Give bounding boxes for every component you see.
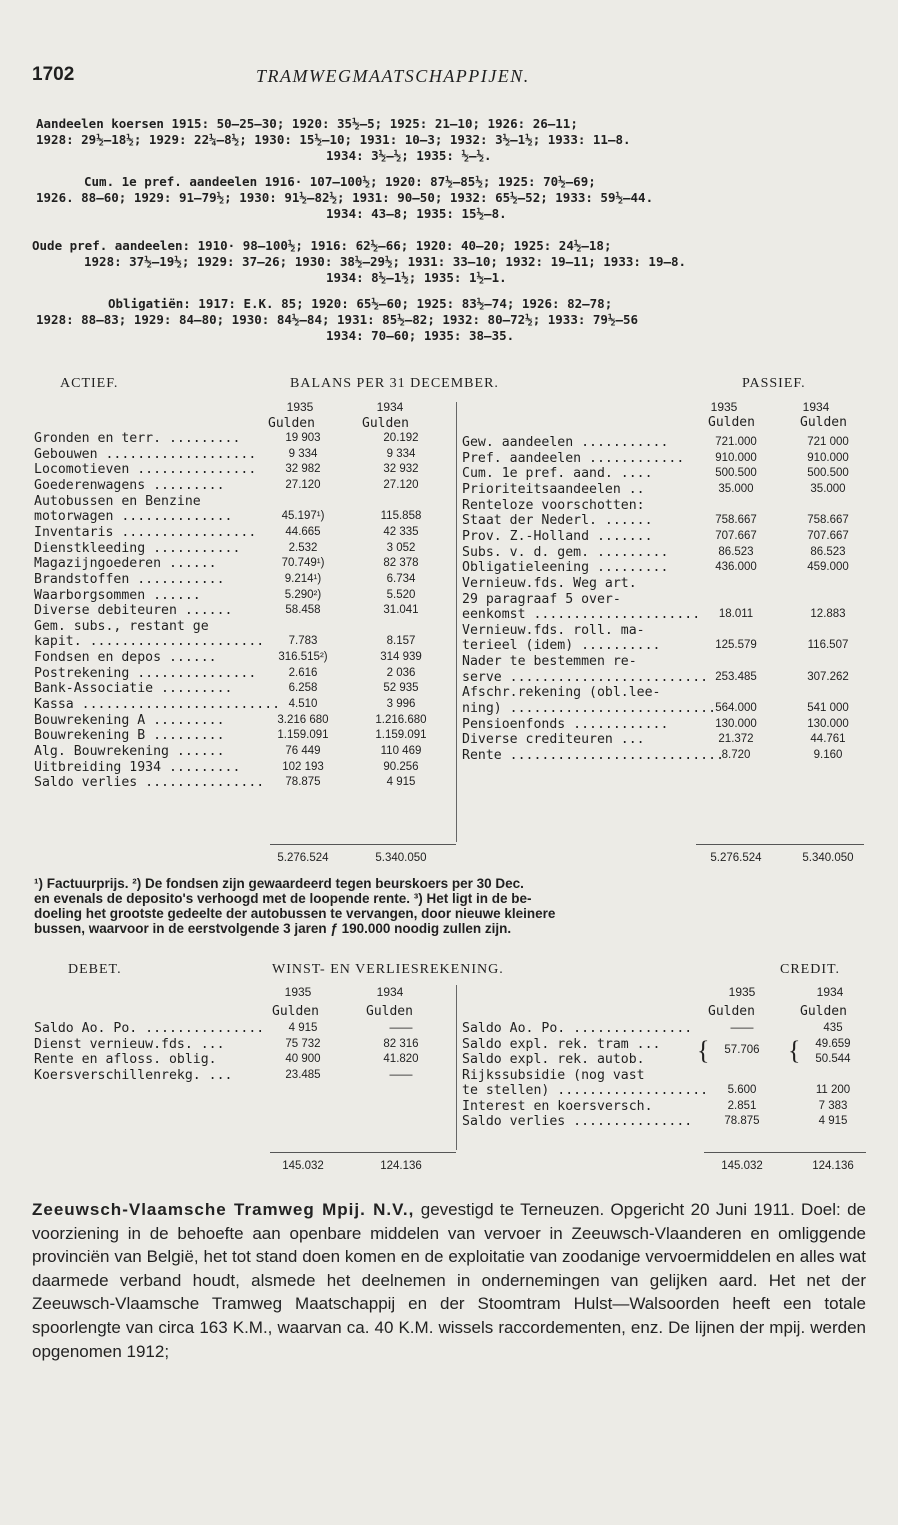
balance-title: BALANS PER 31 DECEMBER. bbox=[290, 376, 499, 391]
passief-1935: 8.720 bbox=[721, 749, 751, 761]
actief-1934: 1.159.091 bbox=[375, 729, 427, 742]
actief-1935: 44.665 bbox=[285, 525, 321, 538]
debet-total-1935: 145.032 bbox=[282, 1160, 324, 1172]
actief-1935: 5.290²) bbox=[284, 588, 322, 601]
year-heading: 1934 bbox=[376, 985, 404, 999]
quote-line: 1934: 43—8; 1935: 15½—8. bbox=[326, 206, 507, 221]
passief-1935: 910.000 bbox=[715, 451, 757, 464]
actief-label: Waarborgsommen ...... bbox=[34, 587, 201, 603]
actief-1934: 90.256 bbox=[383, 760, 419, 773]
actief-1935: 4.510 bbox=[288, 698, 318, 711]
winst-title: WINST- EN VERLIESREKENING. bbox=[272, 962, 504, 977]
quote-line: 1928: 29½—18½; 1929: 22¼—8½; 1930: 15½—10; 1931: 10—3; 1932: 3½—1½; 1933: 11—8. bbox=[36, 132, 631, 147]
actief-1934: 6.734 bbox=[386, 572, 416, 585]
passief-1934: 86.523 bbox=[810, 545, 846, 558]
credit-1935: 2.851 bbox=[727, 1099, 757, 1112]
passief-label: Prioriteitsaandeelen .. bbox=[462, 481, 645, 497]
credit-total-1935: 145.032 bbox=[721, 1160, 763, 1172]
passief-heading: PASSIEF. bbox=[742, 376, 806, 391]
credit-label: Saldo expl. rek. autob. bbox=[462, 1052, 645, 1067]
actief-1934: 27.120 bbox=[383, 478, 419, 491]
actief-heading: ACTIEF. bbox=[60, 376, 119, 391]
passief-1935: 21.372 bbox=[718, 733, 754, 746]
actief-1935: 58.458 bbox=[285, 604, 321, 617]
actief-1934: 3 996 bbox=[386, 698, 416, 711]
year-heading: 1934 bbox=[816, 985, 844, 999]
credit-total-1934: 124.136 bbox=[812, 1160, 854, 1172]
actief-1935: 45.197¹) bbox=[281, 510, 325, 523]
passief-1935: 564.000 bbox=[715, 702, 757, 715]
year-heading: 1935 bbox=[284, 985, 312, 999]
actief-label: Brandstoffen ........... bbox=[34, 571, 225, 587]
passief-1935: 758.667 bbox=[715, 514, 757, 527]
passief-1935: 500.500 bbox=[715, 467, 757, 480]
quote-line: Obligatiën: 1917: E.K. 85; 1920: 65½—60; 1925: 83½—74; 1926: 82—78; bbox=[108, 296, 613, 311]
credit-1935: 78.875 bbox=[724, 1115, 760, 1127]
actief-1935: 76 449 bbox=[285, 745, 321, 757]
actief-total-1934: 5.340.050 bbox=[375, 852, 427, 864]
credit-1934: 50.544 bbox=[815, 1053, 851, 1065]
debet-1935: 4 915 bbox=[288, 1022, 318, 1034]
debet-1935: 23.485 bbox=[285, 1068, 321, 1081]
actief-1934: 20.192 bbox=[383, 432, 419, 444]
debet-1934: —— bbox=[389, 1022, 413, 1034]
debet-1934: 41.820 bbox=[383, 1053, 419, 1065]
actief-1935: 32 982 bbox=[285, 463, 321, 476]
passief-1935: 436.000 bbox=[715, 561, 757, 574]
year-heading: 1934 bbox=[802, 400, 830, 414]
footnote-line: doeling het grootste gedeelte der autobussen te vervangen, door nieuwe kleinere bbox=[34, 906, 556, 921]
actief-label: Goederenwagens ......... bbox=[34, 477, 225, 493]
debet-1935: 75 732 bbox=[285, 1037, 321, 1050]
actief-1934: 110 469 bbox=[380, 745, 422, 757]
year-heading: 1935 bbox=[728, 985, 756, 999]
quote-line: 1934: 3½—½; 1935: ½—½. bbox=[326, 148, 492, 163]
passief-1935: 721.000 bbox=[715, 436, 757, 448]
debet-heading: DEBET. bbox=[68, 962, 122, 977]
passief-label: Vernieuw.fds. Weg art. bbox=[462, 575, 637, 591]
passief-1935: 253.485 bbox=[715, 670, 757, 683]
passief-1935: 130.000 bbox=[715, 717, 757, 730]
passief-1934: 459.000 bbox=[807, 561, 849, 574]
actief-label: kapit. ...................... bbox=[34, 634, 265, 650]
actief-1935: 2.532 bbox=[288, 541, 318, 554]
balance-divider bbox=[456, 402, 457, 842]
year-heading: 1934 bbox=[376, 400, 404, 414]
actief-label: Saldo verlies ............... bbox=[34, 775, 265, 791]
credit-heading: CREDIT. bbox=[780, 962, 841, 977]
quote-line: Oude pref. aandeelen: 1910· 98—100½; 1916: 62½—66; 1920: 40—20; 1925: 24½—18; bbox=[32, 238, 612, 253]
actief-label: Magazijngoederen ...... bbox=[34, 556, 217, 572]
passief-label: Afschr.rekening (obl.lee- bbox=[462, 685, 661, 701]
actief-1935: 102 193 bbox=[282, 760, 324, 773]
actief-1934: 115.858 bbox=[380, 510, 422, 523]
passief-label: Subs. v. d. gem. ......... bbox=[462, 544, 669, 560]
actief-label: motorwagen .............. bbox=[34, 509, 233, 525]
unit-heading: Gulden bbox=[366, 1004, 413, 1019]
credit-label: Rijkssubsidie (nog vast bbox=[462, 1067, 645, 1083]
passief-1935: 35.000 bbox=[718, 482, 754, 495]
actief-1935: 2.616 bbox=[288, 666, 318, 679]
actief-label: Fondsen en depos ...... bbox=[34, 650, 217, 666]
unit-heading: Gulden bbox=[362, 416, 409, 431]
actief-1934: 5.520 bbox=[386, 588, 416, 601]
actief-label: Diverse debiteuren ...... bbox=[34, 603, 233, 619]
actief-1935: 78.875 bbox=[285, 776, 321, 789]
debet-label: Rente en afloss. oblig. bbox=[34, 1052, 217, 1067]
actief-1934: 2 036 bbox=[386, 666, 416, 679]
footnote-line: en evenals de deposito's verhoogd met de loopende rente. ³) Het ligt in de be- bbox=[34, 891, 532, 906]
quote-line: 1926. 88—60; 1929: 91—79½; 1930: 91½—82½; 1931: 90—50; 1932: 65½—52; 1933: 59½—44. bbox=[36, 190, 654, 205]
passief-label: terieel (idem) .......... bbox=[462, 638, 661, 654]
passief-1934: 9.160 bbox=[813, 749, 843, 761]
credit-label: Saldo Ao. Po. ............... bbox=[462, 1021, 693, 1036]
actief-1934: 32 932 bbox=[383, 463, 419, 476]
unit-heading: Gulden bbox=[708, 415, 755, 430]
page-number: 1702 bbox=[32, 64, 75, 85]
unit-heading: Gulden bbox=[268, 416, 315, 431]
actief-1935: 3.216 680 bbox=[277, 713, 329, 726]
footnote-line: ¹) Factuurprijs. ²) De fondsen zijn gewaardeerd tegen beurskoers per 30 Dec. bbox=[34, 876, 524, 891]
passief-label: Pref. aandeelen ............ bbox=[462, 450, 685, 466]
passief-1935: 707.667 bbox=[715, 529, 757, 542]
quote-line: Cum. 1e pref. aandeelen 1916· 107—100½; 1920: 87½—85½; 1925: 70½—69; bbox=[84, 174, 596, 189]
unit-heading: Gulden bbox=[800, 415, 847, 430]
actief-1934: 3 052 bbox=[386, 541, 416, 554]
passief-1934: 500.500 bbox=[807, 467, 849, 480]
credit-1934: 11 200 bbox=[815, 1084, 851, 1096]
passief-1934: 307.262 bbox=[807, 670, 849, 683]
brace-icon: { bbox=[788, 1036, 801, 1065]
passief-1934: 116.507 bbox=[807, 639, 849, 652]
credit-1935: —— bbox=[730, 1022, 754, 1034]
winst-divider bbox=[456, 985, 457, 1150]
passief-1935: 18.011 bbox=[718, 608, 754, 621]
credit-label: Saldo expl. rek. tram ... bbox=[462, 1036, 661, 1052]
company-text: gevestigd te Terneuzen. Opgericht 20 Juni 1911. Doel: de voorziening in de behoefte aan openbare middelen van vervoer in Zeeuwsch-Vlaanderen en omliggende provinciën van België, het tot stand doen komen en de exploitatie van zoodanige vervoermiddelen en alles wat daarmede verband houdt, alsmede het deelnemen in ondernemingen van gelijken aard. Het net der Zeeuwsch-Vlaamsche Tramweg Maatschappij en der Stoomtram Hulst—Walsoorden heeft een totale spoorlengte van circa 163 K.M., waarvan ca. 40 K.M. wissels raccordementen, enz. De lijnen der mpij. werden opgenomen 1912; bbox=[32, 1200, 866, 1361]
actief-1934: 31.041 bbox=[383, 604, 419, 617]
credit-label: Interest en koersversch. bbox=[462, 1098, 653, 1114]
debet-1934: 82 316 bbox=[383, 1037, 419, 1050]
credit-total-rule bbox=[704, 1152, 866, 1153]
actief-1934: 52 935 bbox=[383, 682, 419, 695]
actief-1934: 42 335 bbox=[383, 525, 419, 538]
running-title: TRAMWEGMAATSCHAPPIJEN. bbox=[256, 66, 530, 86]
quote-line: 1928: 37½—19½; 1929: 37—26; 1930: 38½—29½; 1931: 33—10; 1932: 19—11; 1933: 19—8. bbox=[84, 254, 687, 269]
actief-label: Uitbreiding 1934 ......... bbox=[34, 759, 241, 775]
passief-label: Gew. aandeelen ........... bbox=[462, 435, 669, 450]
credit-1934: 49.659 bbox=[815, 1037, 851, 1050]
credit-1935: 57.706 bbox=[724, 1044, 760, 1056]
credit-label: te stellen) ................... bbox=[462, 1083, 709, 1098]
passief-total-1935: 5.276.524 bbox=[710, 852, 762, 864]
actief-1935: 1.159.091 bbox=[277, 729, 329, 742]
actief-label: Inventaris ................. bbox=[34, 524, 257, 540]
actief-1935: 9 334 bbox=[288, 447, 318, 460]
actief-label: Gebouwen ................... bbox=[34, 446, 257, 462]
passief-1934: 721 000 bbox=[807, 436, 849, 448]
unit-heading: Gulden bbox=[272, 1004, 319, 1019]
actief-total-1935: 5.276.524 bbox=[277, 852, 329, 864]
unit-heading: Gulden bbox=[800, 1004, 847, 1019]
year-heading: 1935 bbox=[710, 400, 738, 414]
actief-label: Gronden en terr. ......... bbox=[34, 431, 241, 446]
actief-1935: 316.515²) bbox=[278, 651, 328, 664]
actief-label: Bank-Associatie ......... bbox=[34, 681, 233, 697]
credit-1934: 4 915 bbox=[818, 1115, 848, 1127]
passief-label: Cum. 1e pref. aand. .... bbox=[462, 466, 653, 482]
actief-label: Kassa ......................... bbox=[34, 697, 281, 713]
debet-1935: 40 900 bbox=[285, 1053, 321, 1065]
credit-1934: 7 383 bbox=[818, 1099, 848, 1112]
passief-1934: 130.000 bbox=[807, 717, 849, 730]
actief-label: Postrekening ............... bbox=[34, 665, 257, 681]
passief-label: Diverse crediteuren ... bbox=[462, 732, 645, 748]
passief-1934: 910.000 bbox=[807, 451, 849, 464]
passief-label: Obligatieleening ......... bbox=[462, 560, 669, 576]
actief-label: Alg. Bouwrekening ...... bbox=[34, 744, 225, 759]
passief-label: Staat der Nederl. ...... bbox=[462, 513, 653, 529]
actief-label: Bouwrekening A ......... bbox=[34, 712, 225, 728]
debet-total-rule bbox=[270, 1152, 456, 1153]
credit-label: Saldo verlies ............... bbox=[462, 1114, 693, 1129]
quote-line: 1934: 70—60; 1935: 38—35. bbox=[326, 328, 515, 343]
debet-label: Koersverschillenrekg. ... bbox=[34, 1067, 233, 1083]
passief-1934: 758.667 bbox=[807, 514, 849, 527]
passief-label: Prov. Z.-Holland ....... bbox=[462, 528, 653, 544]
actief-label: Bouwrekening B ......... bbox=[34, 728, 225, 744]
passief-label: Nader te bestemmen re- bbox=[462, 654, 637, 670]
passief-label: eenkomst ..................... bbox=[462, 607, 701, 623]
passief-label: ning) .......................... bbox=[462, 701, 717, 717]
actief-label: Locomotieven ............... bbox=[34, 462, 257, 478]
passief-1934: 44.761 bbox=[810, 733, 846, 746]
quote-line: 1928: 88—83; 1929: 84—80; 1930: 84½—84; 1931: 85½—82; 1932: 80—72½; 1933: 79½—56 bbox=[36, 312, 639, 327]
actief-1934: 1.216.680 bbox=[375, 713, 427, 726]
passief-1934: 35.000 bbox=[810, 482, 846, 495]
actief-1935: 7.783 bbox=[288, 635, 318, 648]
footnote-line: bussen, waarvoor in de eerstvolgende 3 jaren ƒ 190.000 noodig zullen zijn. bbox=[34, 921, 512, 936]
debet-total-1934: 124.136 bbox=[380, 1160, 422, 1172]
passief-label: Pensioenfonds ............ bbox=[462, 716, 669, 732]
quote-line: 1934: 8½—1½; 1935: 1½—1. bbox=[326, 270, 507, 285]
actief-1935: 6.258 bbox=[288, 682, 318, 695]
passief-total-1934: 5.340.050 bbox=[802, 852, 854, 864]
passief-1934: 12.883 bbox=[810, 608, 846, 621]
company-name: Zeeuwsch-Vlaamsche Tramweg Mpij. N.V., bbox=[32, 1200, 415, 1219]
debet-label: Saldo Ao. Po. ............... bbox=[34, 1021, 265, 1036]
actief-1935: 9.214¹) bbox=[284, 572, 322, 585]
passief-1934: 707.667 bbox=[807, 529, 849, 542]
year-heading: 1935 bbox=[286, 400, 314, 414]
actief-label: Gem. subs., restant ge bbox=[34, 618, 209, 634]
passief-1935: 86.523 bbox=[718, 545, 754, 558]
actief-1935: 27.120 bbox=[285, 478, 321, 491]
credit-1935: 5.600 bbox=[727, 1084, 757, 1096]
passief-label: Rente ........................... bbox=[462, 748, 725, 763]
actief-1934: 314 939 bbox=[380, 651, 422, 664]
actief-1935: 19 903 bbox=[285, 432, 321, 444]
actief-1934: 4 915 bbox=[386, 776, 416, 789]
brace-icon: { bbox=[697, 1036, 710, 1065]
passief-label: Renteloze voorschotten: bbox=[462, 497, 645, 513]
actief-label: Autobussen en Benzine bbox=[34, 493, 201, 509]
unit-heading: Gulden bbox=[708, 1004, 755, 1019]
passief-label: serve ......................... bbox=[462, 669, 709, 685]
quote-line: Aandeelen koersen 1915: 50—25—30; 1920: 35½—5; 1925: 21—10; 1926: 26—11; bbox=[36, 116, 578, 131]
debet-1934: —— bbox=[389, 1068, 413, 1081]
passief-label: 29 paragraaf 5 over- bbox=[462, 591, 621, 607]
actief-total-rule bbox=[270, 844, 456, 845]
actief-1934: 82 378 bbox=[383, 557, 419, 570]
credit-1934: 435 bbox=[823, 1022, 843, 1034]
passief-total-rule bbox=[696, 844, 864, 845]
actief-label: Dienstkleeding ........... bbox=[34, 540, 241, 556]
actief-1935: 70.749¹) bbox=[281, 557, 325, 570]
passief-1935: 125.579 bbox=[715, 639, 757, 652]
debet-label: Dienst vernieuw.fds. ... bbox=[34, 1036, 225, 1052]
passief-label: Vernieuw.fds. roll. ma- bbox=[462, 622, 645, 638]
company-paragraph bbox=[32, 1198, 866, 1363]
passief-1934: 541 000 bbox=[807, 702, 849, 715]
actief-1934: 8.157 bbox=[386, 635, 416, 648]
actief-1934: 9 334 bbox=[386, 447, 416, 460]
